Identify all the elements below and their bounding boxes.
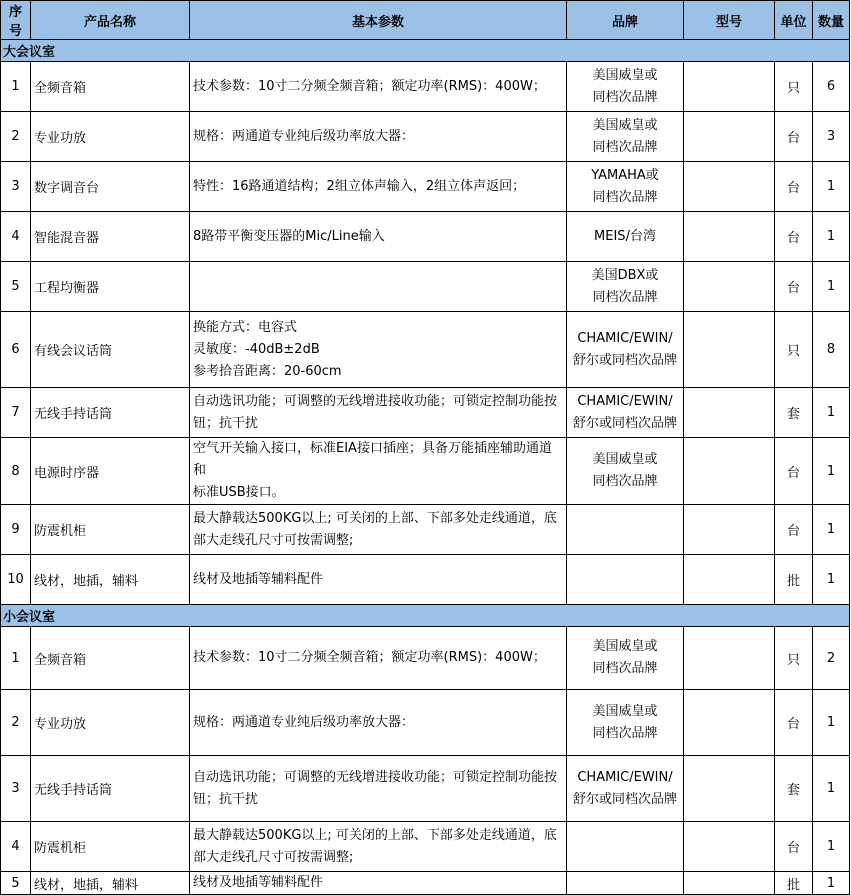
params-cell [190, 388, 567, 438]
params-line: 技术参数：10寸二分频全频音箱；额定功率(RMS)：400W； [193, 650, 546, 665]
model-cell [684, 690, 775, 756]
row-number: 3 [1, 162, 31, 212]
table-row [1, 505, 850, 555]
table-row [1, 555, 850, 605]
model-cell [684, 112, 775, 162]
model-cell [684, 822, 775, 872]
brand-line: 同档次品牌 [592, 661, 658, 676]
product-name: 数字调音台 [31, 162, 190, 212]
params-line: 换能方式：电容式 [193, 319, 298, 335]
qty-cell: 1 [813, 262, 850, 312]
model-cell [684, 505, 775, 555]
params-line: 线材及地插等辅料配件 [193, 875, 324, 890]
model-cell [684, 756, 775, 822]
product-name: 无线手持话筒 [31, 756, 190, 822]
header-unit: 单位 [775, 1, 813, 40]
params-line: 部大走线孔尺寸可按需调整; [193, 849, 354, 865]
section-row [1, 605, 850, 627]
brand-line: 同档次品牌 [592, 89, 658, 105]
params-cell [190, 822, 567, 872]
row-number: 3 [1, 756, 31, 822]
params-line: 特性：16路通道结构；2组立体声输入，2组立体声返回； [193, 178, 526, 194]
qty-cell: 1 [813, 388, 850, 438]
brand-line: 美国威皇或 [592, 703, 658, 719]
header-qty: 数量 [813, 1, 850, 40]
qty-cell: 2 [813, 627, 850, 690]
brand-cell [567, 690, 684, 756]
brand-cell [567, 62, 684, 112]
table-row [1, 438, 850, 505]
brand-line: 同档次品牌 [592, 474, 658, 489]
params-cell [190, 555, 567, 605]
table-row [1, 212, 850, 262]
brand-line: 舒尔或同档次品牌 [572, 415, 677, 431]
product-name: 专业功放 [31, 112, 190, 162]
unit-cell: 台 [775, 262, 813, 312]
unit-cell: 套 [775, 756, 813, 822]
brand-cell [567, 756, 684, 822]
params-line: 8路带平衡变压器的Mic/Line输入 [193, 228, 385, 244]
model-cell [684, 555, 775, 605]
brand-cell [567, 162, 684, 212]
brand-cell [567, 262, 684, 312]
brand-cell [567, 505, 684, 555]
model-cell [684, 438, 775, 505]
params-line: 钮；抗干扰 [193, 791, 259, 807]
params-line: 灵敏度：-40dB±2dB [193, 341, 320, 357]
row-number: 7 [1, 388, 31, 438]
model-cell [684, 627, 775, 690]
unit-cell: 只 [775, 62, 813, 112]
brand-cell [567, 212, 684, 262]
params-line: 空气开关输入接口，标准EIA接口插座；具备万能插座辅助通道和 [193, 441, 552, 478]
unit-cell: 台 [775, 505, 813, 555]
brand-line: CHAMIC/EWIN/ [577, 330, 673, 346]
params-cell [190, 627, 567, 690]
params-line: 参考拾音距离：20-60cm [193, 363, 342, 379]
brand-line: 美国威皇或 [592, 117, 658, 133]
model-cell [684, 162, 775, 212]
params-cell [190, 872, 567, 895]
brand-line: 美国DBX或 [591, 267, 659, 283]
params-line: 自动选讯功能；可调整的无线增进接收功能；可锁定控制功能按 [193, 769, 558, 785]
unit-cell: 只 [775, 627, 813, 690]
params-line: 技术参数：10寸二分频全频音箱；额定功率(RMS)：400W； [193, 78, 546, 94]
brand-line: MEIS/台湾 [594, 228, 656, 244]
params-line: 规格：两通道专业纯后级功率放大器： [193, 128, 415, 144]
row-number: 2 [1, 690, 31, 756]
row-number: 9 [1, 505, 31, 555]
section-title: 大会议室 [1, 40, 850, 62]
unit-cell: 批 [775, 555, 813, 605]
model-cell [684, 872, 775, 895]
model-cell [684, 312, 775, 388]
brand-cell [567, 388, 684, 438]
qty-cell: 1 [813, 162, 850, 212]
qty-cell: 1 [813, 555, 850, 605]
unit-cell: 台 [775, 438, 813, 505]
qty-cell: 1 [813, 438, 850, 505]
product-name: 专业功放 [31, 690, 190, 756]
product-name: 全频音箱 [31, 627, 190, 690]
params-cell [190, 505, 567, 555]
header-product-name: 产品名称 [31, 1, 190, 40]
row-number: 4 [1, 212, 31, 262]
table-row [1, 262, 850, 312]
brand-cell [567, 555, 684, 605]
params-cell [190, 112, 567, 162]
qty-cell: 1 [813, 505, 850, 555]
brand-line: CHAMIC/EWIN/ [577, 769, 673, 785]
unit-cell: 台 [775, 112, 813, 162]
table-row [1, 62, 850, 112]
brand-cell [567, 822, 684, 872]
product-name: 无线手持话筒 [31, 388, 190, 438]
header-brand: 品牌 [567, 1, 684, 40]
brand-line: 美国威皇或 [592, 67, 658, 83]
qty-cell: 1 [813, 756, 850, 822]
qty-cell: 1 [813, 822, 850, 872]
row-number: 2 [1, 112, 31, 162]
brand-line: 美国威皇或 [592, 639, 658, 654]
params-cell [190, 438, 567, 505]
header-model: 型号 [684, 1, 775, 40]
brand-cell [567, 312, 684, 388]
row-number: 4 [1, 822, 31, 872]
section-title: 小会议室 [1, 605, 850, 627]
model-cell [684, 388, 775, 438]
product-name: 智能混音器 [31, 212, 190, 262]
brand-line: 同档次品牌 [592, 139, 658, 155]
params-line: 最大静载达500KG以上; 可关闭的上部、下部多处走线通道，底 [193, 827, 557, 843]
qty-cell: 3 [813, 112, 850, 162]
qty-cell: 1 [813, 872, 850, 895]
model-cell [684, 62, 775, 112]
brand-line: 舒尔或同档次品牌 [572, 791, 677, 807]
row-number: 5 [1, 872, 31, 895]
params-line: 线材及地插等辅料配件 [193, 571, 324, 587]
table-row [1, 822, 850, 872]
row-number: 5 [1, 262, 31, 312]
model-cell [684, 212, 775, 262]
params-line: 标准USB接口。 [193, 485, 285, 500]
section-row [1, 40, 850, 62]
table-row [1, 112, 850, 162]
product-name: 线材，地插，辅料 [31, 872, 190, 895]
brand-line: CHAMIC/EWIN/ [577, 393, 673, 409]
unit-cell: 台 [775, 822, 813, 872]
brand-line: YAMAHA或 [591, 167, 659, 183]
product-name: 线材，地插，辅料 [31, 555, 190, 605]
brand-line: 舒尔或同档次品牌 [572, 352, 677, 368]
table-row [1, 312, 850, 388]
header-params: 基本参数 [190, 1, 567, 40]
params-cell [190, 212, 567, 262]
unit-cell: 台 [775, 690, 813, 756]
brand-cell [567, 438, 684, 505]
params-line: 部大走线孔尺寸可按需调整; [193, 532, 354, 548]
brand-cell [567, 112, 684, 162]
table-row [1, 162, 850, 212]
row-number: 1 [1, 62, 31, 112]
params-line: 钮；抗干扰 [193, 415, 259, 431]
params-cell [190, 756, 567, 822]
params-cell [190, 262, 567, 312]
product-name: 工程均衡器 [31, 262, 190, 312]
row-number: 1 [1, 627, 31, 690]
row-number: 6 [1, 312, 31, 388]
brand-line: 同档次品牌 [592, 189, 658, 205]
brand-cell [567, 872, 684, 895]
product-name: 电源时序器 [31, 438, 190, 505]
unit-cell: 套 [775, 388, 813, 438]
params-cell [190, 312, 567, 388]
unit-cell: 只 [775, 312, 813, 388]
table-row [1, 627, 850, 690]
unit-cell: 台 [775, 162, 813, 212]
table-row [1, 756, 850, 822]
product-name: 防震机柜 [31, 822, 190, 872]
params-cell [190, 690, 567, 756]
header-row [1, 1, 850, 40]
table-row [1, 690, 850, 756]
row-number: 10 [1, 555, 31, 605]
brand-line: 美国威皇或 [592, 452, 658, 467]
unit-cell: 批 [775, 872, 813, 895]
table-row [1, 388, 850, 438]
params-cell [190, 62, 567, 112]
params-line: 自动选讯功能；可调整的无线增进接收功能；可锁定控制功能按 [193, 393, 558, 409]
params-line: 规格：两通道专业纯后级功率放大器： [193, 714, 415, 730]
row-number: 8 [1, 438, 31, 505]
product-name: 全频音箱 [31, 62, 190, 112]
model-cell [684, 262, 775, 312]
brand-line: 同档次品牌 [592, 289, 658, 305]
qty-cell: 6 [813, 62, 850, 112]
qty-cell: 8 [813, 312, 850, 388]
unit-cell: 台 [775, 212, 813, 262]
qty-cell: 1 [813, 212, 850, 262]
params-line: 最大静载达500KG以上; 可关闭的上部、下部多处走线通道，底 [193, 510, 557, 526]
table-row [1, 872, 850, 895]
product-name: 防震机柜 [31, 505, 190, 555]
header-no: 序号 [1, 1, 31, 40]
product-name: 有线会议话筒 [31, 312, 190, 388]
qty-cell: 1 [813, 690, 850, 756]
brand-cell [567, 627, 684, 690]
params-cell [190, 162, 567, 212]
brand-line: 同档次品牌 [592, 725, 658, 741]
